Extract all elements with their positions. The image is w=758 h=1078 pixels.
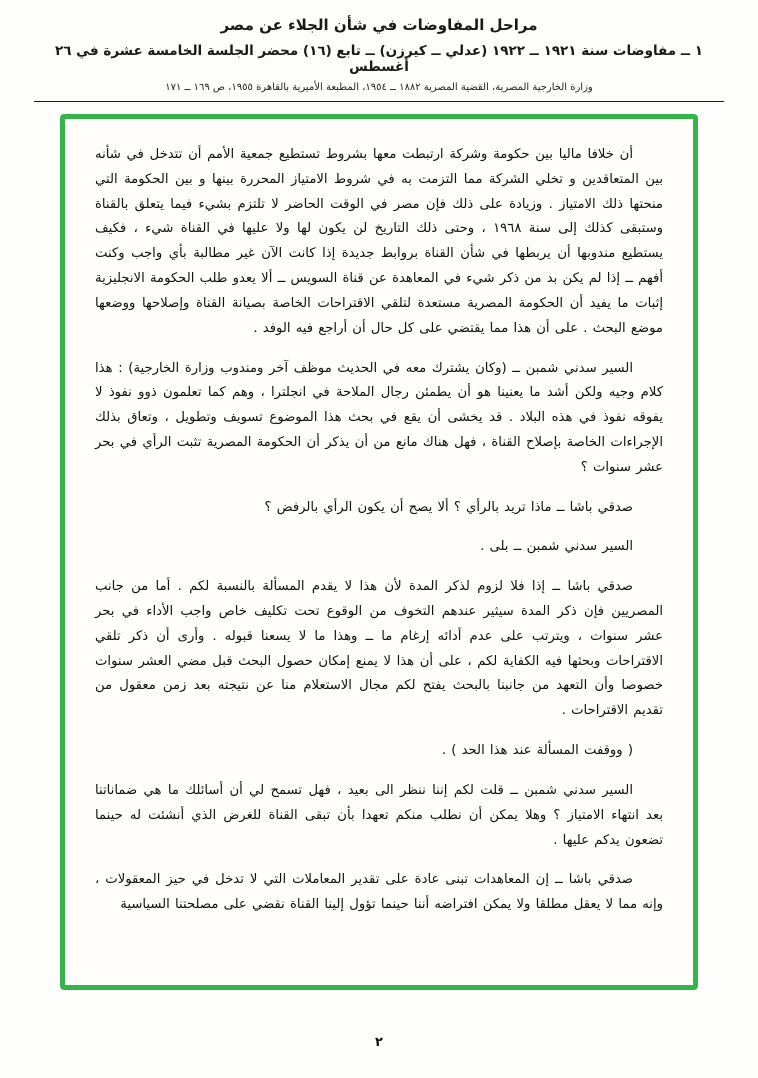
- paragraph: السير سدني شمبن ــ (وكان يشترك معه في الحديث موظف آخر ومندوب وزارة الخارجية) : هذا كلام وجيه ولكن أشد ما يعنينا هو أن يطمئن رجال الملاحة في انجلترا ، وهم كما تعلمون ذوو نفوذ لا يفوقه نفوذ في هذه البلاد . قد يخشى أن يقع في بحث هذا الموضوع تسويف وتطويل ، وتعاق بذلك الإجراءات الخاصة بإصلاح القناة ، فهل هناك مانع من أن يذكر أن الحكومة المصرية تثبت الرأي في بحر عشر سنوات ؟: [95, 360, 663, 475]
- session-heading: ١ ــ مفاوضات سنة ١٩٢١ ــ ١٩٢٢ (عدلي ــ كيرزن) ــ تابع (١٦) محضر الجلسة الخامسة عشرة في ٢٦ أغسطس: [54, 43, 704, 75]
- page-number: ٢: [375, 1035, 383, 1050]
- document-title: مراحل المفاوضات في شأن الجلاء عن مصر: [220, 16, 538, 34]
- header-divider: [34, 101, 724, 102]
- page-header: [0, 0, 758, 102]
- paragraph: صدقي باشا ــ ماذا تريد بالرأي ؟ ألا يصح أن يكون الرأي بالرفض ؟: [264, 499, 633, 515]
- paragraph-list: [95, 143, 663, 918]
- paragraph: أن خلافا ماليا بين حكومة وشركة ارتبطت معها بشروط تستطيع جمعية الأمم أن تتدخل في شأنه بين المتعاقدين و تخلي الشركة مما التزمت به في شروط الامتياز المحررة بينها و بين الحكومة التي منحتها ذلك الامتياز . وزيادة على ذلك فإن مصر في الوقت الحاضر لا تلتزم بشيء فيما يتعلق بالقناة وستبقى كذلك إلى سنة ١٩٦٨ ، وحتى ذلك التاريخ لن يكون لها ولا عليها في القناة شيء ، فكيف يستطيع مندوبها أن يربطها في شأن القناة بروابط جديدة إذا كانت الآن غير مطالبة بأي واجب وكنت أفهم ــ إذا لم يكن بد من ذكر شيء في المعاهدة عن قناة السويس ــ ألا يعدو طلب الحكومة الانجليزية إثبات ما يفيد أن الحكومة المصرية مستعدة لتلقي الاقتراحات الخاصة بصيانة القناة وإصلاحها ووضعها موضع البحث . على أن هذا مما يقتضي على كل حال أن أراجع فيه الوفد .: [95, 147, 663, 336]
- paragraph: ( ووقفت المسألة عند هذا الحد ) .: [441, 743, 633, 759]
- paragraph: السير سدني شمبن ــ قلت لكم إننا ننظر الى بعيد ، فهل تسمح لي أن أسائلك ما هي ضماناتنا بعد انتهاء الامتياز ؟ وهلا يمكن أن نطلب منكم تعهدا بأن تبقى القناة للغرض الذي أنشئت له حينما تضعون يدكم عليها .: [95, 782, 663, 848]
- paragraph: السير سدني شمبن ــ بلى .: [480, 539, 633, 555]
- page-footer: [0, 1031, 758, 1050]
- paragraph: صدقي باشا ــ إذا فلا لزوم لذكر المدة لأن هذا لا يقدم المسألة بالنسبة لكم . أما من جانب المصريين فإن ذكر المدة سيثير عندهم التخوف من الوقوع تحت تكليف خاص واجب الأداء في بحر عشر سنوات ، ويترتب على عدم أدائه إرغام ما ــ وهذا ما لا يسعنا قبوله . وأرى أن ذكر تلقي الاقتراحات وبحثها فيه الكفاية لكم ، على أن هذا لا يمنع إمكان حصول البحث قبل مضي العشر سنوات خصوصا وأن التعهد من جانبنا بالبحث يفتح لكم مجال الاستعلام منا عن نتيجته بعد زمن معقول من تقديم الاقتراحات .: [95, 579, 663, 719]
- paragraph: صدقي باشا ــ إن المعاهدات تبنى عادة على تقدير المعاملات التي لا تدخل في حيز المعقولات ، وإنه مما لا يعقل مطلقا ولا يمكن افتراضه أننا حينما تؤول إلينا القناة نقضي على مصلحتنا السياسية: [95, 872, 663, 913]
- text-frame: [60, 114, 698, 990]
- source-citation: وزارة الخارجية المصرية، القضية المصرية ١٨٨٢ ــ ١٩٥٤، المطبعة الأميرية بالقاهرة ١٩٥٥، ص ١٦٩ ــ ١٧١: [165, 82, 593, 93]
